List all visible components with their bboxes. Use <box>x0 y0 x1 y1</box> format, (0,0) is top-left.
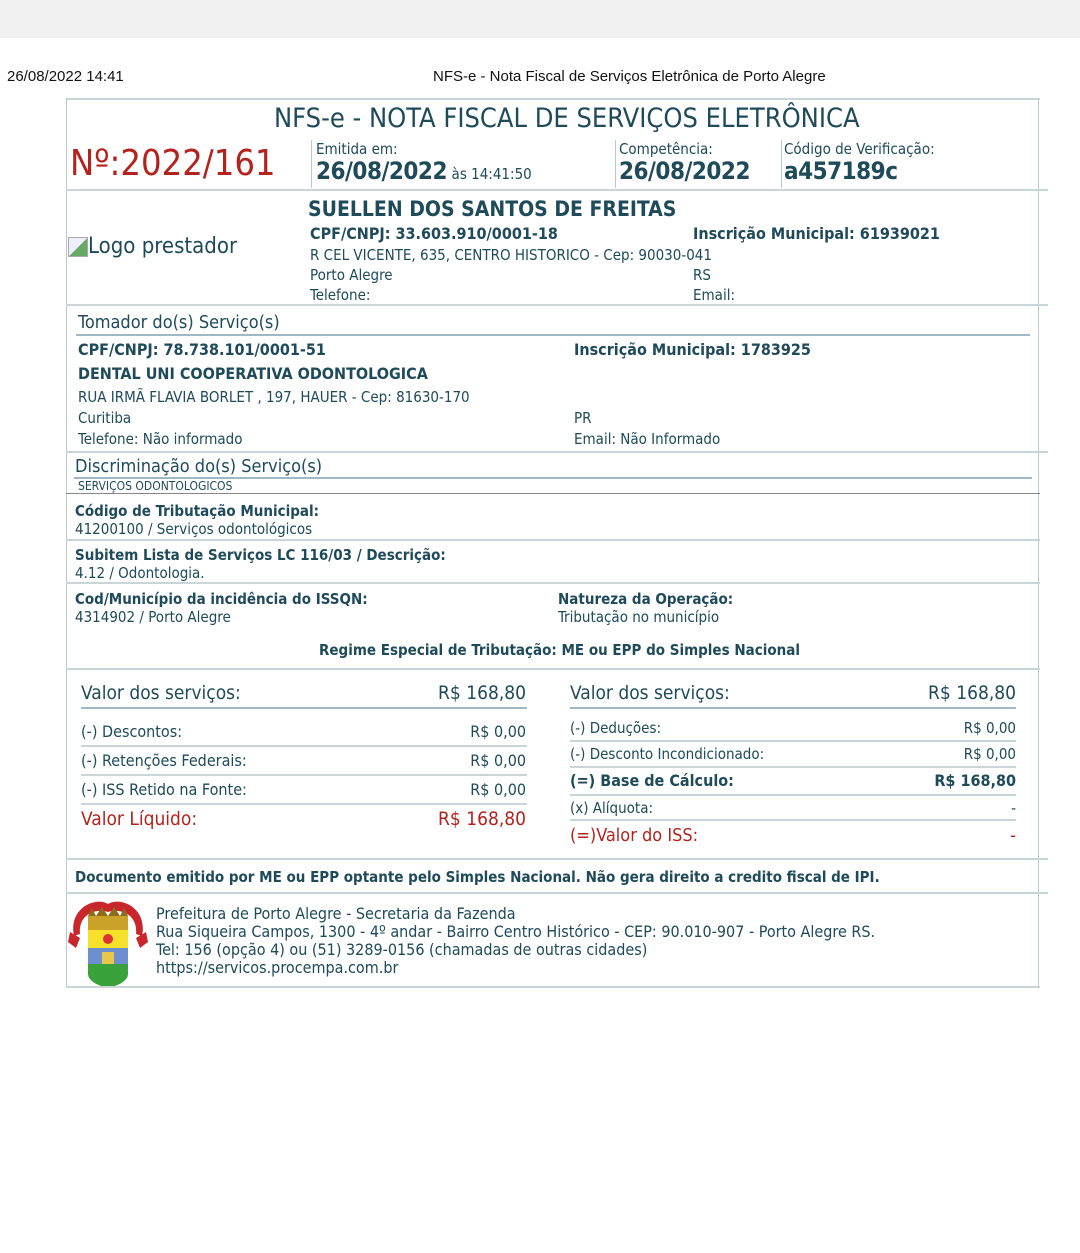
divider <box>570 766 1016 768</box>
descontos-value: R$ 0,00 <box>470 722 526 741</box>
right-servicos-value: R$ 168,80 <box>928 682 1016 704</box>
divider <box>81 803 527 805</box>
competencia-label: Competência: <box>619 140 713 158</box>
divider <box>81 707 527 709</box>
divider <box>66 858 1048 860</box>
print-page-title: NFS-e - Nota Fiscal de Serviços Eletrônica de Porto Alegre <box>433 68 826 85</box>
right-servicos-label: Valor dos serviços: <box>570 682 730 704</box>
retencoes-value: R$ 0,00 <box>470 751 526 770</box>
tomador-city: Curitiba <box>78 409 132 427</box>
tomador-cnpj: CPF/CNPJ: 78.738.101/0001-51 <box>78 340 326 359</box>
descontos-label: (-) Descontos: <box>81 722 183 741</box>
divider <box>66 986 1040 988</box>
servico-section-title: Discriminação do(s) Serviço(s) <box>75 456 323 477</box>
emitida-time: às 14:41:50 <box>451 165 532 183</box>
tomador-section-title: Tomador do(s) Serviço(s) <box>78 312 280 333</box>
broken-image-icon <box>68 237 88 257</box>
divider <box>66 493 1040 494</box>
cod-trib-value: 41200100 / Serviços odontológicos <box>75 520 313 538</box>
porto-alegre-coat-of-arms <box>66 898 150 988</box>
cod-trib-label: Código de Tributação Municipal: <box>75 502 320 520</box>
prestador-phone: Telefone: <box>310 286 371 304</box>
base-calculo-label: (=) Base de Cálculo: <box>570 771 734 790</box>
divider <box>615 140 616 188</box>
prestador-name: SUELLEN DOS SANTOS DE FREITAS <box>308 197 677 221</box>
prestador-im: Inscrição Municipal: 61939021 <box>693 224 940 243</box>
divider <box>66 304 1048 306</box>
subitem-value: 4.12 / Odontologia. <box>75 564 205 582</box>
tomador-state: PR <box>574 409 592 427</box>
footer-prefeitura: Prefeitura de Porto Alegre - Secretaria da Fazenda <box>156 904 516 923</box>
divider <box>66 189 1048 191</box>
emitida-label: Emitida em: <box>316 140 398 158</box>
frame-left <box>66 98 67 988</box>
print-datetime: 26/08/2022 14:41 <box>7 68 124 85</box>
valor-iss-value: - <box>1010 825 1016 846</box>
invoice-number: Nº:2022/161 <box>70 143 276 184</box>
aliquota-label: (x) Alíquota: <box>570 799 654 817</box>
footer-phone: Tel: 156 (opção 4) ou (51) 3289-0156 (chamadas de outras cidades) <box>156 940 648 959</box>
left-servicos-label: Valor dos serviços: <box>81 682 241 704</box>
divider <box>570 819 1016 821</box>
divider <box>66 892 1048 894</box>
codigo-label: Código de Verificação: <box>784 140 935 158</box>
valor-iss-label: (=)Valor do ISS: <box>570 825 699 846</box>
deducoes-label: (-) Deduções: <box>570 719 662 737</box>
document-title: NFS-e - NOTA FISCAL DE SERVIÇOS ELETRÔNICA <box>274 103 860 134</box>
prestador-city: Porto Alegre <box>310 266 393 284</box>
iss-retido-label: (-) ISS Retido na Fonte: <box>81 780 247 799</box>
deducoes-value: R$ 0,00 <box>963 719 1016 737</box>
footer-url[interactable]: https://servicos.procempa.com.br <box>156 958 399 977</box>
divider <box>66 98 1040 100</box>
desconto-incond-value: R$ 0,00 <box>963 745 1016 763</box>
tomador-name: DENTAL UNI COOPERATIVA ODONTOLOGICA <box>78 364 428 383</box>
natureza-label: Natureza da Operação: <box>558 590 734 608</box>
retencoes-label: (-) Retenções Federais: <box>81 751 247 770</box>
footer-address: Rua Siqueira Campos, 1300 - 4º andar - Bairro Centro Histórico - CEP: 90.010-907 - Porto Alegre RS. <box>156 922 876 941</box>
tomador-phone: Telefone: Não informado <box>78 430 243 448</box>
divider <box>81 745 527 747</box>
competencia-value: 26/08/2022 <box>619 157 750 185</box>
divider <box>570 740 1016 742</box>
natureza-value: Tributação no município <box>558 608 720 626</box>
divider <box>66 668 1040 670</box>
divider <box>81 774 527 776</box>
prestador-cnpj: CPF/CNPJ: 33.603.910/0001-18 <box>310 224 558 243</box>
prestador-email: Email: <box>693 286 735 304</box>
logo-alt-text: Logo prestador <box>88 234 238 259</box>
prestador-state: RS <box>693 266 711 284</box>
valor-liquido-value: R$ 168,80 <box>438 808 526 830</box>
logo-prestador <box>68 234 237 259</box>
codigo-value: a457189c <box>784 157 898 185</box>
aliquota-value: - <box>1011 799 1016 817</box>
tomador-email: Email: Não Informado <box>574 430 721 448</box>
emitida-value <box>316 157 532 185</box>
divider <box>781 140 782 188</box>
top-bar <box>0 0 1080 38</box>
divider <box>66 539 1040 541</box>
divider <box>570 707 1016 709</box>
iss-retido-value: R$ 0,00 <box>470 780 526 799</box>
divider <box>76 334 1030 336</box>
divider <box>311 140 312 188</box>
servico-description: SERVIÇOS ODONTOLOGICOS <box>78 479 233 493</box>
emitida-date: 26/08/2022 <box>316 157 447 185</box>
municipio-value: 4314902 / Porto Alegre <box>75 608 231 626</box>
prestador-address: R CEL VICENTE, 635, CENTRO HISTORICO - Cep: 90030-041 <box>310 246 712 264</box>
simples-notice: Documento emitido por ME ou EPP optante pelo Simples Nacional. Não gera direito a credito fiscal de IPI. <box>75 868 880 886</box>
valor-liquido-label: Valor Líquido: <box>81 808 198 830</box>
subitem-label: Subitem Lista de Serviços LC 116/03 / Descrição: <box>75 546 446 564</box>
left-servicos-value: R$ 168,80 <box>438 682 526 704</box>
tomador-im: Inscrição Municipal: 1783925 <box>574 340 811 359</box>
divider <box>66 451 1048 453</box>
base-calculo-value: R$ 168,80 <box>934 771 1016 790</box>
desconto-incond-label: (-) Desconto Incondicionado: <box>570 745 765 763</box>
frame-right <box>1038 100 1039 988</box>
divider <box>570 794 1016 796</box>
divider <box>66 582 1040 584</box>
municipio-label: Cod/Município da incidência do ISSQN: <box>75 590 368 608</box>
regime-tributacao: Regime Especial de Tributação: ME ou EPP do Simples Nacional <box>319 641 800 659</box>
tomador-address: RUA IRMÃ FLAVIA BORLET , 197, HAUER - Cep: 81630-170 <box>78 388 470 406</box>
